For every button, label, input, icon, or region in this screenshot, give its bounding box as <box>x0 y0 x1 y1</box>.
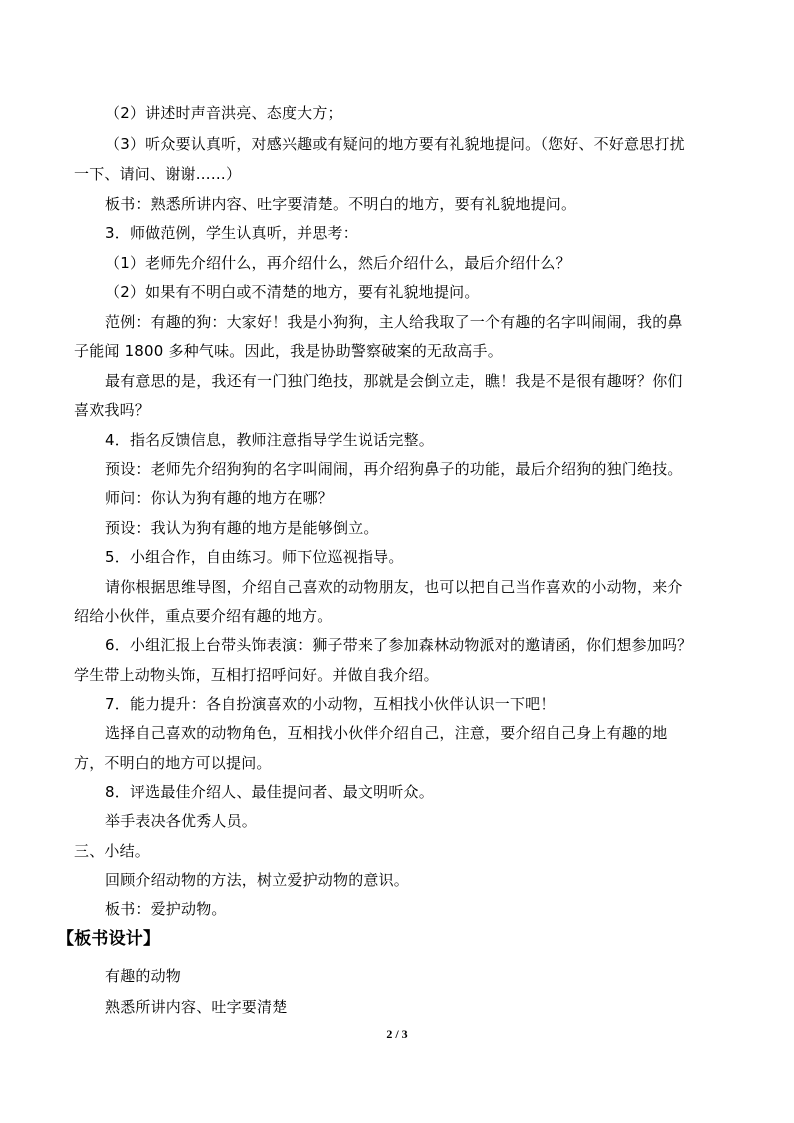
text-line: 预设：老师先介绍狗狗的名字叫闹闹，再介绍狗鼻子的功能，最后介绍狗的独门绝技。 <box>105 460 683 478</box>
text-line: 一下、请问、谢谢……） <box>74 165 242 183</box>
text-line: 回顾介绍动物的方法，树立爱护动物的意识。 <box>105 871 410 889</box>
text-line: （2）讲述时声音洪亮、态度大方； <box>105 104 343 122</box>
text-line: （2）如果有不明白或不清楚的地方，要有礼貌地提问。 <box>105 283 480 301</box>
text-line: 熟悉所讲内容、吐字要清楚 <box>105 998 288 1016</box>
text-line: 师问：你认为狗有趣的地方在哪？ <box>105 489 334 507</box>
text-line: 4．指名反馈信息，教师注意指导学生说话完整。 <box>105 431 434 449</box>
text-line: 板书：爱护动物。 <box>105 900 227 918</box>
text-line: 方，不明白的地方可以提问。 <box>74 754 272 772</box>
text-line: 7．能力提升：各自扮演喜欢的小动物，互相找小伙伴认识一下吧！ <box>105 695 556 713</box>
page-number: 2 / 3 <box>386 1027 408 1041</box>
board-design-heading: 【板书设计】 <box>57 929 161 949</box>
text-line: 子能闻 1800 多种气味。因此，我是协助警察破案的无敌高手。 <box>74 342 503 360</box>
text-line: （1）老师先介绍什么，再介绍什么，然后介绍什么，最后介绍什么？ <box>105 254 571 272</box>
text-line: 最有意思的是，我还有一门独门绝技，那就是会倒立走，瞧！我是不是很有趣呀？你们 <box>105 372 683 390</box>
text-line: 绍给小伙伴，重点要介绍有趣的地方。 <box>74 607 333 625</box>
text-line: 学生带上动物头饰，互相打招呼问好。并做自我介绍。 <box>74 666 439 684</box>
text-line: 喜欢我吗？ <box>74 401 151 419</box>
text-line: 预设：我认为狗有趣的地方是能够倒立。 <box>105 519 379 537</box>
text-line: （3）听众要认真听，对感兴趣或有疑问的地方要有礼貌地提问。（您好、不好意思打扰 <box>105 135 685 153</box>
text-line: 8．评选最佳介绍人、最佳提问者、最文明听众。 <box>105 783 434 801</box>
text-line: 板书：熟悉所讲内容、吐字要清楚。不明白的地方，要有礼貌地提问。 <box>105 195 577 213</box>
text-line: 请你根据思维导图，介绍自己喜欢的动物朋友，也可以把自己当作喜欢的小动物，来介 <box>105 578 683 596</box>
text-line: 6．小组汇报上台带头饰表演：狮子带来了参加森林动物派对的邀请函，你们想参加吗？ <box>105 636 693 654</box>
text-line: 范例：有趣的狗：大家好！我是小狗狗，主人给我取了一个有趣的名字叫闹闹，我的鼻 <box>105 313 683 331</box>
text-line: 3．师做范例，学生认真听，并思考： <box>105 224 358 242</box>
section-heading: 三、小结。 <box>74 842 151 860</box>
text-line: 有趣的动物 <box>105 967 182 985</box>
text-line: 选择自己喜欢的动物角色，互相找小伙伴介绍自己，注意，要介绍自己身上有趣的地 <box>105 724 668 742</box>
text-line: 5．小组合作，自由练习。师下位巡视指导。 <box>105 548 404 566</box>
text-line: 举手表决各优秀人员。 <box>105 812 258 830</box>
